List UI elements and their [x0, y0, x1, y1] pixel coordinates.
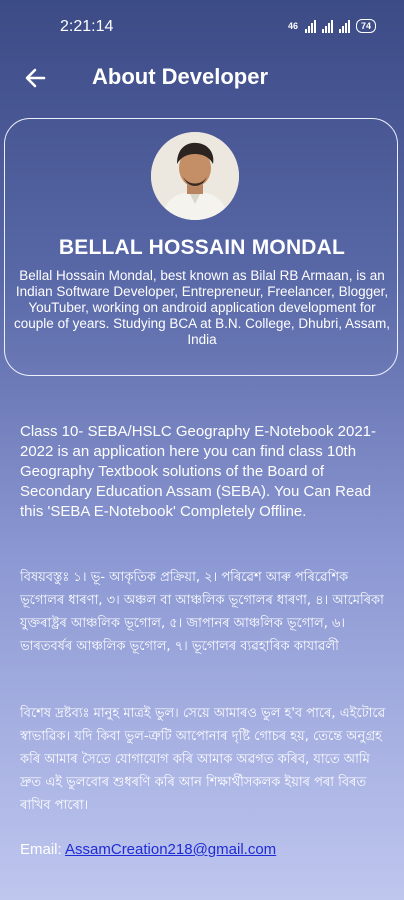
subjects-list: বিষয়বস্তুঃ ১। ভূ- আকৃতিক প্ৰক্ৰিয়া, ২। পৰিৱেশ আৰু পৰিৱেশিক ভূগোলৰ ধাৰণা, ৩। অঞ্চল বা আঞ্চলিক ভূগোলৰ ধাৰণা, ৪। আমেৰিকা যুক্তৰাষ্ট্ৰৰ আঞ্চলিক ভূগোল, ৫। জাপানৰ আঞ্চলিক ভূগোল, ৬। ভাৰতবৰ্ষৰ আঞ্চলিক ভূগোল, ৭। ভূগোলৰ ব্যৱহাৰিক কাযাৱলী [20, 570, 384, 654]
status-time: 2:21:14 [60, 18, 114, 35]
status-icons [288, 19, 376, 33]
battery-icon [356, 19, 376, 33]
email-line [20, 840, 392, 860]
app-description: Class 10- SEBA/HSLC Geography E-Notebook 2021-2022 is an application here you can find class 10th Geography Textbook solutions of the Board of Secondary Education Assam (SEBA). You Can Read this 'SEBA E-Notebook' Completely Offline. [20, 423, 377, 520]
developer-avatar [151, 132, 239, 220]
email-link[interactable]: AssamCreation218@gmail.com [65, 841, 277, 858]
avatar-photo [151, 132, 239, 220]
email-label: Email: [20, 841, 66, 858]
developer-bio: Bellal Hossain Mondal, best known as Bilal RB Armaan, is an Indian Software Developer, Entrepreneur, Freelancer, Blogger, YouTuber, working on android application development for couple of years. Studying BCA at B.N. College, Dhubri, Assam, India [14, 268, 390, 347]
network-type-label: 46 [287, 21, 298, 31]
app-bar [0, 56, 404, 102]
status-bar [0, 0, 404, 56]
special-notice: বিশেষ দ্ৰষ্টব্যঃ মানুহ মাত্ৰই ভুল। সেয়ে আমাৰও ভুল হ'ব পাৰে, এইটোৱে স্বাভাৱিক। যদি কিবা ভুল-ত্ৰুটি আপোনাৰ দৃষ্টি গোচৰ হয়, তেন্তে অনুগ্ৰহ কৰি আমাৰ সৈতে যোগাযোগ কৰি আমাক অৱগত কৰিব, যাতে আমি দ্ৰুত এই ভুলবোৰ শুধৰণি কৰি আন শিক্ষাৰ্থীসকলক ইয়াৰ পৰা বিৰত ৰাখিব পাৰো। [20, 706, 386, 813]
signal-icon-3 [339, 19, 350, 33]
arrow-back-icon [22, 64, 50, 92]
signal-icon-2 [322, 19, 333, 33]
battery-level: 74 [360, 21, 371, 31]
developer-name: BELLAL HOSSAIN MONDAL [58, 236, 346, 259]
back-button[interactable] [22, 64, 50, 92]
signal-icon [305, 19, 316, 33]
page-title: About Developer [92, 64, 269, 89]
